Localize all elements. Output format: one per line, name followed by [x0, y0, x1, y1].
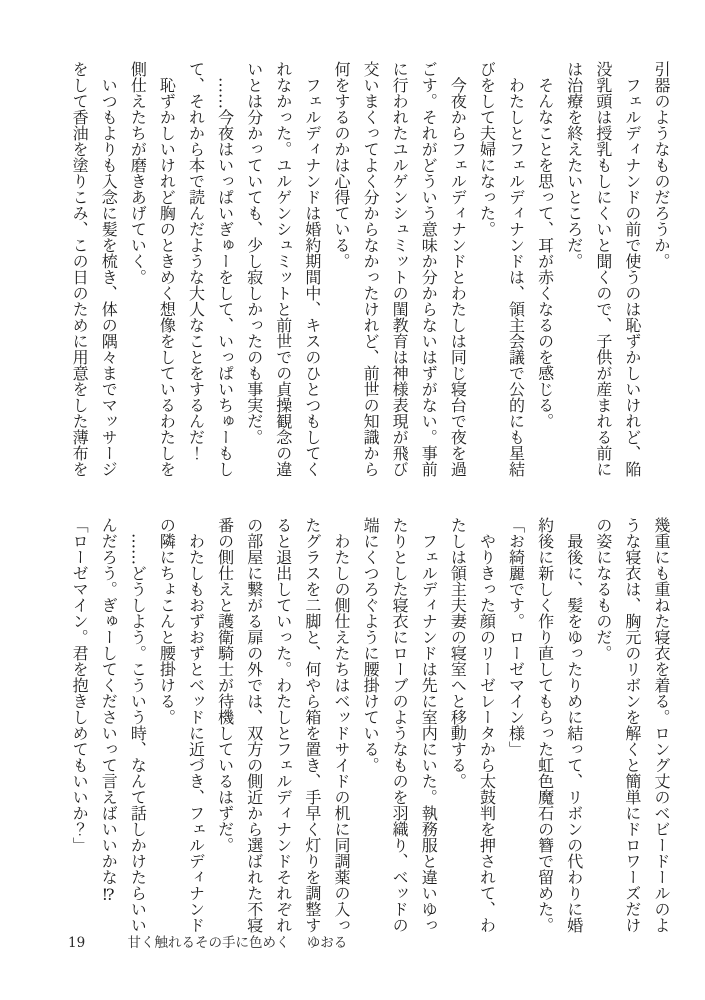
text-line: 「お綺麗です。ローゼマイン様」 [506, 517, 526, 757]
upper-text-block [65, 61, 676, 479]
text-line: いとは分かっていても、少し寂しかったのも事実だ。 [244, 61, 264, 445]
text-line: フェルディナンドは婚約期間中、キスのひとつもしてく [302, 61, 322, 477]
text-line: 交いまくってよく分からなかったけれど、前世の知識から [361, 61, 381, 477]
text-line: て、それから本で読んだような大人なことをするんだ！ [186, 61, 206, 461]
text-line: の姿になるものだ。 [593, 517, 613, 661]
text-line: の隣にちょこんと腰掛ける。 [157, 517, 177, 725]
text-line: の部屋に繋がる扉の外では、双方の側近から選ばれた不寝 [244, 517, 264, 933]
book-title: 甘く触れるその手に色めく [127, 935, 290, 951]
text-line: ……今夜はいっぱいぎゅーをして、いっぱいちゅーもし [215, 61, 235, 477]
text-line: 番の側仕えと護衛騎士が待機しているはずだ。 [215, 517, 235, 853]
text-line: 今夜からフェルディナンドとわたしは同じ寝台で夜を過 [448, 61, 468, 477]
text-line: ごす。それがどういう意味か分からないはずがない。事前 [419, 61, 439, 477]
text-line: フェルディナンドの前で使うのは恥ずかしいけれど、陥 [622, 61, 642, 477]
text-line: びをして夫婦になった。 [477, 61, 497, 237]
text-line: やりきった顔のリーゼレータから太鼓判を押されて、わ [477, 517, 497, 933]
text-line: は治療を終えたいところだ。 [564, 61, 584, 269]
text-line: んだろう。ぎゅーしてくださいって言えばいいかな⁉ [99, 517, 119, 904]
text-line: 恥ずかしいけれど胸のときめく想像をしているわたしを [157, 61, 177, 477]
text-line: いつもよりも入念に髪を梳き、体の隅々までマッサージ [99, 61, 119, 477]
text-line: 没乳頭は授乳もしにくいと聞くので、子供が産まれる前に [593, 61, 613, 477]
text-line: 端にくつろぐように腰掛けている。 [361, 517, 381, 773]
text-line: 最後に、髪をゆったりめに結って、リボンの代わりに婚 [564, 517, 584, 933]
text-line: たりとした寝衣にローブのようなものを羽織り、ベッドの [390, 517, 410, 933]
text-line: 側仕えたちが磨きあげていく。 [128, 61, 148, 285]
text-line: 「ローゼマイン。君を抱きしめてもいいか？」 [70, 517, 90, 853]
page-number: 19 [68, 935, 86, 951]
page-footer [68, 931, 347, 951]
text-line: フェルディナンドは先に室内にいた。執務服と違いゆっ [419, 517, 439, 933]
text-line: わたしもおずおずとベッドに近づき、フェルディナンド [186, 517, 206, 933]
text-line: うな寝衣は、胸元のリボンを解くと簡単にドロワーズだけ [622, 517, 642, 933]
text-line: 何をするのかは心得ている。 [331, 61, 351, 269]
text-line: 引器のようなものだろうか。 [652, 61, 671, 269]
text-line: をして香油を塗りこみ、この日のために用意をした薄布を [70, 61, 90, 477]
text-line: ると退出していった。わたしとフェルディナンドそれぞれ [273, 517, 293, 933]
text-line: 幾重にも重ねた寝衣を着る。ロング丈のベビードールのよ [652, 517, 671, 933]
text-line: たグラスを二脚と、何やら箱を置き、手早く灯りを調整す [302, 517, 322, 933]
text-line: たしは領主夫妻の寝室へと移動する。 [448, 517, 468, 789]
text-line: に行われたユルゲンシュミットの閨教育は神様表現が飛び [390, 61, 410, 477]
author-name: ゆおる [306, 935, 348, 951]
lower-text-block [65, 517, 676, 935]
text-line: れなかった。ユルゲンシュミットと前世での貞操観念の違 [273, 61, 293, 477]
text-line: わたしとフェルディナンドは、領主会議で公的にも星結 [506, 61, 526, 477]
text-line: ……どうしよう。こういう時、なんて話しかけたらいい [128, 517, 148, 933]
text-line: 約後に新しく作り直してもらった虹色魔石の簪で留めた。 [535, 517, 555, 933]
text-line: わたしの側仕えたちはベッドサイドの机に同調薬の入っ [331, 517, 351, 933]
text-line: そんなことを思って、耳が赤くなるのを感じる。 [535, 61, 555, 429]
